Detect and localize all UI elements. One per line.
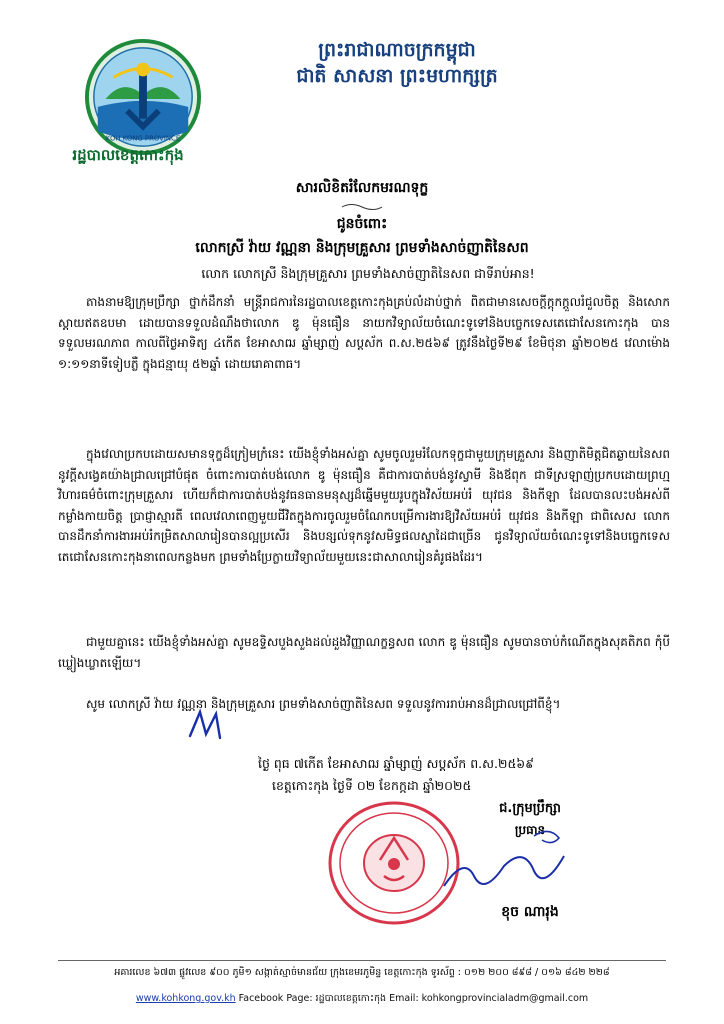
footer-contact-line (60, 992, 664, 1006)
body-paragraph: តាងនាមឱ្យក្រុមប្រឹក្សា ថ្នាក់ដឹកនាំ មន្ត្រីរាជការនៃរដ្ឋបាលខេត្តកោះកុងគ្រប់លំដាប់ថ្នាក់ ពិតជាមានសេចក្តីក្តុកក្តួលរំជួលចិត្ត និងសោកស្តាយឥតឧបមា ដោយបានទទួលដំណឹងថាលោក ឌូ ម៉ុនធឿន នាយកវិទ្យាល័យចំណេះទូទៅនិងបច្ចេកទេសតេជោសែនកោះកុង បានទទួលមរណភាព កាលពីថ្ងៃអាទិត្យ ៤កើត ខែអាសាឍ ឆ្នាំម្សាញ់ សប្តស័ក ព.ស.២៥៦៩ ត្រូវនឹងថ្ងៃទី២៩ ខែមិថុនា ឆ្នាំ២០២៥ វេលាម៉ោង ១:១១នាទីទៀបភ្លឺ ក្នុងជន្មាយុ ៥២ឆ្នាំ ដោយរោគាពាធ។ (58, 295, 670, 371)
koh-kong-province-logo (84, 38, 202, 156)
body-paragraph: សូម លោកស្រី វ៉ាយ វណ្ណនា និងក្រុមគ្រួសារ ព្រមទាំងសាច់ញាតិនៃសព ទទួលនូវការរាប់អានដ៏ជ្រាលជ្រៅពីខ្ញុំ។ (86, 697, 561, 711)
addressed-to-label: ជូនចំពោះ (336, 216, 388, 232)
body-paragraph: ក្នុងវេលាប្រកបដោយសមានទុក្ខដ៏ក្រៀមក្រំនេះ យើងខ្ញុំទាំងអស់គ្នា សូមចូលរួមរំលែកទុក្ខជាមួយក្រុមគ្រួសារ និងញាតិមិត្តជិតឆ្ងាយនៃសព នូវក្តីសង្វេគយ៉ាងជ្រាលជ្រៅបំផុត ចំពោះការបាត់បង់លោក ឌូ ម៉ុនធឿន គឺជាការបាត់បង់នូវស្វាមី និងឪពុក ជាទីស្រឡាញ់ប្រកបដោយព្រហ្មវិហារធម៌ចំពោះក្រុមគ្រួសារ ហើយក៏ជាការបាត់បង់នូវធនធានមនុស្សដ៏ឆ្នើមមួយរូបក្នុងវិស័យអប់រំ យុវជន និងកីឡា ដែលបានលះបង់អស់ពីកម្លាំងកាយចិត្ត ប្រាជ្ញាស្មារតី ពេលវេលាពេញមួយជីវិតក្នុងការចូលរួមចំណែកបម្រើការងារឱ្យវិស័យអប់រំ យុវជន និងកីឡា ជាពិសេស លោក បានដឹកនាំការងារអប់រំកម្រិតសាលារៀនបានល្អប្រសើរ និងបន្សល់ទុកនូវសមិទ្ធផលស្នាដៃជាច្រើន ជូនវិទ្យាល័យចំណេះទូទៅនិងបច្ចេកទេសតេជោសែនកោះកុងនាពេលកន្លងមក ព្រមទាំងប្រែក្លាយវិទ្យាល័យមួយនេះជាសាលារៀនគំរូផងដែរ។ (58, 447, 670, 564)
provincial-administration-name: រដ្ឋបាលខេត្តកោះកុង (72, 146, 184, 164)
website-link[interactable]: www.kohkong.gov.kh (135, 993, 236, 1004)
recipient-line: លោកស្រី វ៉ាយ វណ្ណនា និងក្រុមគ្រួសារ ព្រមទាំងសាច់ញាតិនៃសព (195, 240, 529, 256)
body-paragraph: ជាមួយគ្នានេះ យើងខ្ញុំទាំងអស់គ្នា សូមឧទ្ទិសបួងសួងដល់ដួងវិញ្ញាណក្ខន្ធសព លោក ឌូ ម៉ុនធឿន សូមបានចាប់កំណើតក្នុងសុគតិភព កុំបីឃ្លៀងឃ្លាតឡើយ។ (58, 635, 670, 670)
salutation: លោក លោកស្រី និងក្រុមគ្រួសារ ព្រមទាំងសាច់ញាតិនៃសព ជាទីរាប់អាន! (201, 266, 535, 281)
logo-caption: KOH KONG PROVINCE (105, 134, 181, 143)
email-contact[interactable]: Email: kohkongprovincialadm@gmail.com (389, 993, 589, 1004)
footer-address: អគារលេខ ៦៧៣ ផ្លូវលេខ ៩០០ ភូមិ១ សង្កាត់ស្មាច់មានជ័យ ក្រុងខេមរភូមិន្ទ ខេត្តកោះកុង ទូរស័ព្ទ : ០១២ ២០០ ៨៩៨ / ០១៦ ៨៤២ ២២៨ (114, 967, 610, 978)
chair-title: ប្រធាន (514, 823, 546, 837)
solar-date: ខេត្តកោះកុង ថ្ងៃទី ០២ ខែកក្កដា ឆ្នាំ២០២៥ (272, 778, 472, 793)
handwritten-signature (434, 826, 584, 906)
facebook-page: Facebook Page: រដ្ឋបាលខេត្តកោះកុង (238, 993, 387, 1004)
footer-divider (58, 960, 666, 961)
kingdom-header: ព្រះរាជាណាចក្រកម្ពុជា (318, 39, 476, 61)
document-title: សារលិខិតរំលែកមរណទុក្ខ (295, 180, 429, 196)
title-ornament (340, 202, 384, 212)
council-label: ជ.ក្រុមប្រឹក្សា (499, 801, 561, 816)
lunar-date: ថ្ងៃ ពុធ ៧កើត ខែអាសាឍ ឆ្នាំម្សាញ់ សប្តស័ក ព.ស.២៥៦៩ (258, 756, 534, 771)
handwritten-initials (186, 708, 234, 744)
signer-name: ខុច ណារុង (501, 904, 559, 920)
national-motto: ជាតិ សាសនា ព្រះមហាក្សត្រ (296, 65, 498, 87)
